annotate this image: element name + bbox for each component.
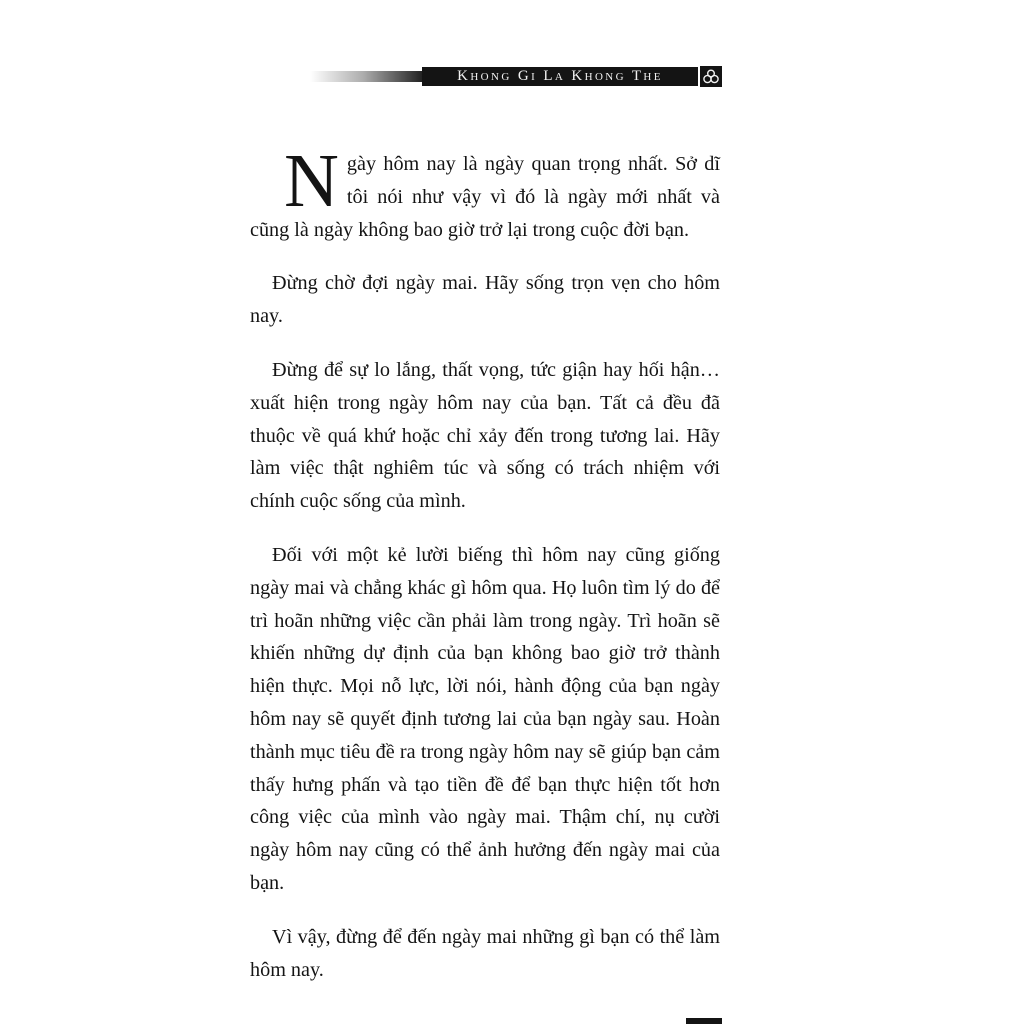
page-footer-mark <box>686 1018 722 1024</box>
paragraph-4: Đối với một kẻ lười biếng thì hôm nay cũng giống ngày mai và chẳng khác gì hôm qua. Họ luôn tìm lý do để trì hoãn những việc cần phải làm trong ngày. Trì hoãn sẽ khiến những dự định của bạn không bao giờ trở thành hiện thực. Mọi nỗ lực, lời nói, hành động của bạn ngày hôm nay sẽ quyết định tương lai của bạn ngày sau. Hoàn thành mục tiêu đề ra trong ngày hôm nay sẽ giúp bạn cảm thấy hưng phấn và tạo tiền đề để bạn thực hiện tốt hơn công việc của mình vào ngày mai. Thậm chí, nụ cười ngày hôm nay cũng có thể ảnh hưởng đến ngày mai của bạn. <box>250 543 720 894</box>
running-title: Khong Gi La Khong The <box>422 67 698 86</box>
paragraph-2: Đừng chờ đợi ngày mai. Hãy sống trọn vẹn cho hôm nay. <box>250 272 720 328</box>
paragraph-5: Vì vậy, đừng để đến ngày mai những gì bạn có thể làm hôm nay. <box>250 925 720 981</box>
paragraph-1-text: gày hôm nay là ngày quan trọng nhất. Sở dĩ tôi nói như vậy vì đó là ngày mới nhất và cũng là ngày không bao giờ trở lại trong cuộc đời bạn. <box>250 153 720 241</box>
paragraph-1 <box>250 139 720 246</box>
header-fade-rule <box>310 71 428 82</box>
running-header <box>310 66 722 88</box>
paragraph-3: Đừng để sự lo lắng, thất vọng, tức giận hay hối hận… xuất hiện trong ngày hôm nay của bạn. Tất cả đều đã thuộc về quá khứ hoặc chỉ xảy đến trong tương lai. Hãy làm việc thật nghiêm túc và sống có trách nhiệm với chính cuộc sống của mình. <box>250 358 720 513</box>
drop-cap: N <box>284 139 339 223</box>
ampersand-ornament-icon <box>700 66 722 87</box>
body-text <box>250 139 720 1007</box>
